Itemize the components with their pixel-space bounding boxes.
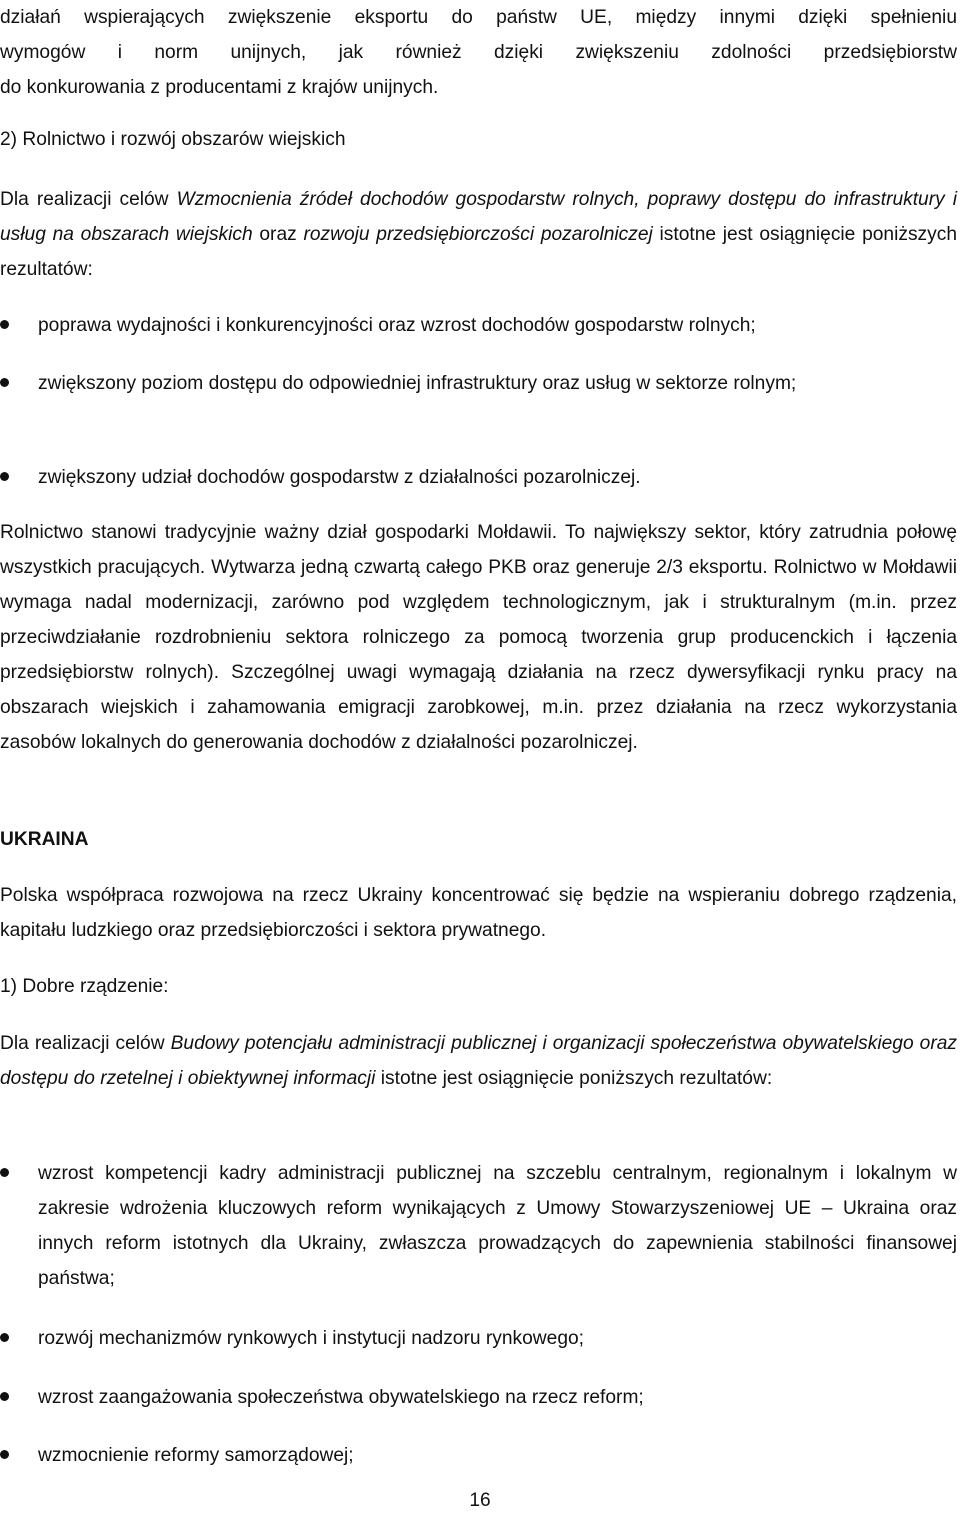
- list-item: [0, 1156, 957, 1296]
- list-item: [0, 460, 957, 495]
- page-number: 16: [469, 1490, 491, 1511]
- section-1-heading: 1) Dobre rządzenie:: [0, 976, 169, 997]
- list-item: [0, 1321, 957, 1356]
- section-2-intro-mid: oraz: [252, 224, 304, 245]
- list-item: [0, 1380, 957, 1415]
- list-item-text: wzrost kompetencji kadry administracji publicznej na szczeblu centralnym, regionalnym i lokalnym w zakresie wdrożenia kluczowych reform wynikających z Umowy Stowarzyszeniowej UE – Ukraina oraz innych reform istotnych dla Ukrainy, zwłaszcza prowadzących do zapewnienia stabilności finansowej państwa;: [38, 1163, 957, 1289]
- list-item-text: wzmocnienie reformy samorządowej;: [38, 1445, 354, 1466]
- intro-line-3: do konkurowania z producentami z krajów unijnych.: [0, 77, 439, 98]
- section-2-intro-italic-1: Wzmocnienia źródeł dochodów gospodarstw rolnych, poprawy dostępu do infrastruktury i usług na obszarach wiejskich: [0, 189, 958, 245]
- list-item-text: rozwój mechanizmów rynkowych i instytucji nadzoru rynkowego;: [38, 1328, 584, 1349]
- section-1-intro-italic: Budowy potencjału administracji publicznej i organizacji społeczeństwa obywatelskiego oraz dostępu do rzetelnej i obiektywnej informacji: [0, 1033, 958, 1089]
- list-item: [0, 1438, 957, 1473]
- section-1-intro-prefix: Dla realizacji celów: [0, 1033, 171, 1054]
- bullet-icon: [0, 1333, 9, 1342]
- list-item-text: poprawa wydajności i konkurencyjności oraz wzrost dochodów gospodarstw rolnych;: [38, 315, 756, 336]
- bullet-icon: [0, 1450, 9, 1459]
- list-item-text: wzrost zaangażowania społeczeństwa obywatelskiego na rzecz reform;: [38, 1387, 644, 1408]
- ukraine-heading: UKRAINA: [0, 829, 89, 850]
- intro-line-2: wymogów i norm unijnych, jak również dzięki zwiększeniu zdolności przedsiębiorstw: [0, 42, 957, 63]
- bullet-icon: [0, 472, 9, 481]
- bullet-icon: [0, 378, 9, 387]
- ukraine-paragraph: Polska współpraca rozwojowa na rzecz Ukrainy koncentrować się będzie na wspieraniu dobrego rządzenia, kapitału ludzkiego oraz przedsiębiorczości i sektora prywatnego.: [0, 885, 957, 941]
- moldova-paragraph: Rolnictwo stanowi tradycyjnie ważny dział gospodarki Mołdawii. To największy sektor, który zatrudnia połowę wszystkich pracujących. Wytwarza jedną czwartą całego PKB oraz generuje 2/3 eksportu. Rolnictwo w Mołdawii wymaga nadal modernizacji, zarówno pod względem technologicznym, jak i strukturalnym (m.in. przez przeciwdziałanie rozdrobnieniu sektora rolniczego za pomocą tworzenia grup producenckich i łączenia przedsiębiorstw rolnych). Szczególnej uwagi wymagają działania na rzecz dywersyfikacji rynku pracy na obszarach wiejskich i zahamowania emigracji zarobkowej, m.in. przez działania na rzecz wykorzystania zasobów lokalnych do generowania dochodów z działalności pozarolniczej.: [0, 522, 957, 753]
- list-item: [0, 366, 957, 401]
- intro-paragraph: [0, 0, 957, 105]
- list-item-text: zwiększony poziom dostępu do odpowiedniej infrastruktury oraz usług w sektorze rolnym;: [38, 373, 797, 394]
- section-2-intro-italic-2: rozwoju przedsiębiorczości pozarolniczej: [303, 224, 653, 245]
- intro-line-1: działań wspierających zwiększenie eksportu do państw UE, między innymi dzięki spełnieniu: [0, 7, 957, 28]
- section-1-intro: [0, 1026, 957, 1096]
- section-1-intro-suffix: istotne jest osiągnięcie poniższych rezultatów:: [375, 1068, 773, 1089]
- bullet-icon: [0, 320, 9, 329]
- section-2-intro-prefix: Dla realizacji celów: [0, 189, 177, 210]
- list-item: [0, 308, 957, 343]
- section-2-intro-suffix: istotne jest osiągnięcie poniższych rezultatów:: [0, 224, 957, 280]
- bullet-icon: [0, 1168, 9, 1177]
- section-2-intro: [0, 182, 957, 287]
- list-item-text: zwiększony udział dochodów gospodarstw z działalności pozarolniczej.: [38, 467, 641, 488]
- bullet-icon: [0, 1392, 9, 1401]
- section-2-heading: 2) Rolnictwo i rozwój obszarów wiejskich: [0, 129, 346, 150]
